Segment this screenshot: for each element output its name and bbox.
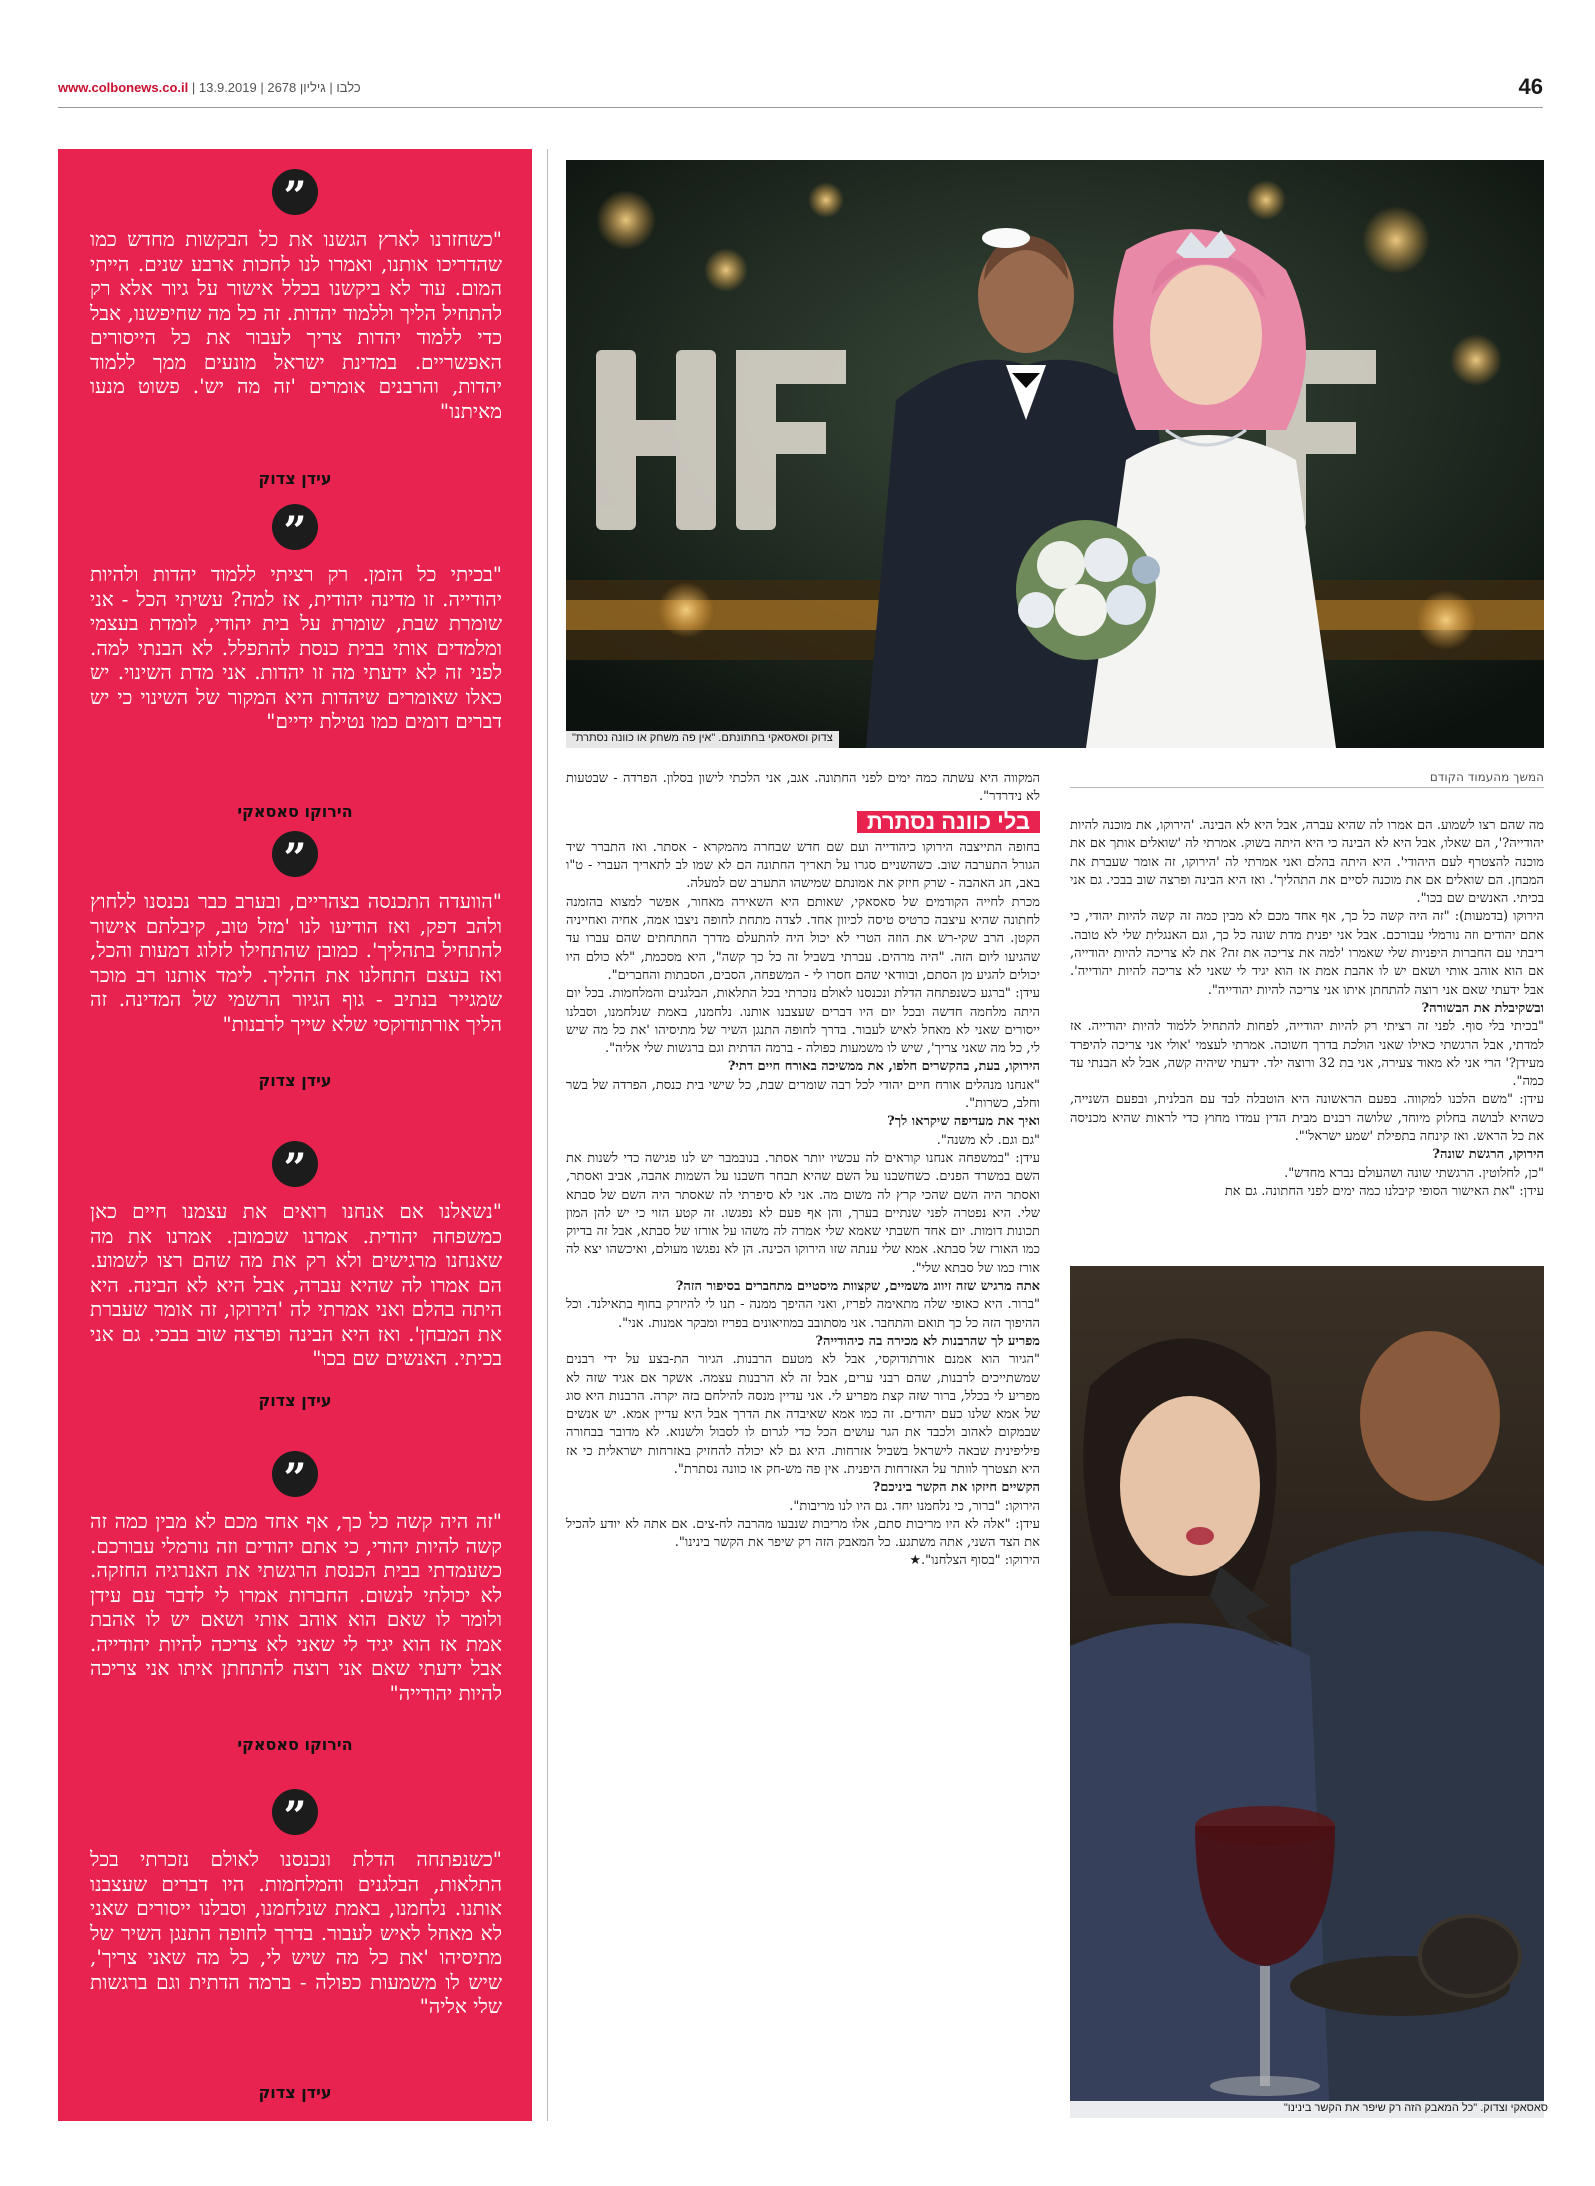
paragraph: הירוקו: "ברור, כי נלחמנו יחד. גם היו לנו מריבות".	[789, 1498, 1040, 1514]
page-header	[58, 74, 1543, 108]
paragraph: "בכיתי בלי סוף. לפני זה רציתי רק להיות יהודייה, לפחות להתחיל ללמוד להיות יהודייה. אז למדתי, אבל הרגשתי כאילו שאני הולכת בדרך חשוכה. אמרתי לעצמי 'אולי אני צריכה להיפרד מעידן?' הרי אני לא מאוד צעירה, אני בת 32 ורוצה ילד. ידעתי שיהיה קשה, אבל לא הבנתי עד כמה".	[1070, 1019, 1544, 1090]
wedding-photo-caption: צדוק וסאסאקי בחתונתם. "אין פה משחק או כוונה נסתרת"	[566, 731, 839, 749]
quote-mark-icon: ”	[272, 169, 318, 215]
paragraph: עידן: "ברגע כשנפתחה הדלת ונכנסנו לאולם נזכרתי בכל התלאות, הבלגנים והמלחמות. בכל יום היתה מלחמה חדשה ובכל יום היו דברים שעצבנו אותנו. נלחמנו, באמת שנלחמנו, וסבלנו ייסורים שאני לא מאחל לאיש לעבור. בדרך לחופה התנגן השיר של מתיסיהו 'את כל מה שיש לי, כל מה שאני צריך', שיש לו משמעות כפולה - ברמה הדתית וגם ברגשות שלי אליה".	[566, 986, 1040, 1057]
page-number: 46	[1518, 74, 1543, 99]
quote-mark-icon: ”	[272, 504, 318, 550]
interview-question: ובשקיבלת את הבשורה?	[1421, 1000, 1544, 1016]
quote-mark-icon: ”	[272, 1789, 318, 1835]
quote-text: "כשחזרנו לארץ הגשנו את כל הבקשות מחדש כמו שהדריכו אותנו, ואמרו לנו לחכות ארבע שנים. הייתי המום. עוד לא ביקשנו בכלל אישור על גיור אלא רק להתחיל הליך וללמוד יהדות. זה כל מה שחיפשנו, אבל כדי ללמוד יהדות צריך לעבור את כל הייסורים האפשריים. במדינת ישראל מונעים ממך ללמוד יהדות, והרבנים אומרים 'זה מה יש'. פשוט מנעו מאיתנו"	[90, 227, 502, 423]
quotes-sidebar	[58, 149, 532, 2121]
quote-author: הירוקו סאסאקי	[237, 1735, 353, 1754]
interview-question: הירוקו, בעת, בהקשרים חלפו, את ממשיכה באורח חיים דתי?	[727, 1059, 1040, 1075]
paragraph: הירוקו: "בסוף הצלחנו".★	[909, 1553, 1040, 1569]
couple-dinner-photo-caption: סאסאקי וצדוק. "כל המאבק הזה רק שיפר את הקשר בינינו"	[1070, 2101, 1552, 2120]
header-divider	[58, 107, 1543, 108]
wedding-photo	[566, 160, 1544, 748]
paragraph: עידן: "משם הלכנו למקווה. בפעם הראשונה היא הוטבלה לבד עם הבלנית, ובפעם השנייה, כשהיא לבושה בחלוק מיוחד, שלושה רבנים מבית הדין עמדו מחוץ כדי לראות שהיא מכניסה את כל הראש. ואז קינחה בתפילת 'שמע ישראל'".	[1070, 1092, 1544, 1145]
quote-text: "נשאלנו אם אנחנו רואים את עצמנו חיים כאן כמשפחה יהודית. אמרנו שכמובן. אמרנו את מה שאנחנו מרגישים ולא רק את מה שהם רצו לשמוע. הם אמרו לה שהיא עברה, אבל היא לא הבינה. היא היתה בהלם ואני אמרתי לה 'הירוקו, זה אומר שעברת את המבחן'. ואז היא הבינה ופרצה שוב בבכי. גם אני בכיתי. האנשים שם בכו"	[90, 1199, 502, 1370]
quote-mark-icon: ”	[272, 1451, 318, 1497]
column-divider	[547, 149, 548, 2121]
masthead	[58, 80, 361, 95]
article-column-right	[1070, 817, 1544, 1257]
paragraph: בחופה התייצבה הירוקו כיהודייה ועם שם חדש שבחרה מהמקרא - אסתר. ואז התברר שיד הגורל התערבה שוב. כשהשניים סגרו על תאריך החתונה הם לא שמו לב לתאריך העברי - ט"ו באב, חג האהבה - שרק חיזק את אמונתם שמישהו התערב שם למעלה.	[566, 839, 1040, 892]
quote-text: "בכיתי כל הזמן. רק רציתי ללמוד יהדות ולהיות יהודייה. זו מדינה יהודית, אז למה? עשיתי הכל - אני שומרת שבת, שומרת על בית יהודי, לומדת בעצמי ומלמדים אותי בבית כנסת להתפלל. לא הבנתי למה. לפני זה לא ידעתי מה זו יהדות. אני מדת השינוי. יש כאלו שאומרים שיהדות היא המקור של השינוי כי יש דברים דומים כמו נטילת ידיים"	[90, 562, 502, 733]
continued-label: המשך מהעמוד הקודם	[1070, 770, 1544, 788]
interview-question: מפריע לך שהרבנות לא מכירה בה כיהודייה?	[815, 1333, 1040, 1349]
paragraph: "ברור. היא כאופי שלה מתאימה לפריז, ואני ההיפך ממנה - תנו לי להיזרק בחוף בתאילנד. וכל ההיפוך הזה כל כך תואם והתחבר. אני מסתובב במוזיאונים בפריז ומבקר אמנות. אני".	[566, 1297, 1040, 1331]
couple-dinner-photo	[1070, 1266, 1544, 2118]
article-column-middle	[566, 770, 1040, 2126]
quote-text: "כשנפתחה הדלת ונכנסנו לאולם נזכרתי בכל התלאות, הבלגנים והמלחמות. היו דברים שעצבנו אותנו. נלחמנו, באמת שנלחמנו, וסבלנו ייסורים שאני לא מאחל לאיש לעבור. בדרך לחופה התנגן השיר של מתיסיהו 'את כל מה שיש לי, כל מה שאני צריך', שיש לו משמעות כפולה - ברמה הדתית וגם ברגשות שלי אליה"	[90, 1847, 502, 2018]
paragraph: עידן: "במשפחה אנחנו קוראים לה עכשיו יותר אסתר. בנובמבר יש לנו פגישה כדי לשנות את השם במשרד הפנים. כשחשבנו על השם שהיא תבחר חשבנו על השמות אהבה, אביב ואסתר, ואסתר היה השם שהכי קרץ לה משום מה. אני לא סיפרתי לה שאסתר היה השם של סבתא שלי. היא נפטרה לפני שנתיים בערך, והן אף פעם לא נפגשו. זה קטע הזוי כי יש להן המון תכונות דומות. יום אחד חשבתי שאמא שלי אמרה לה משהו על אורזו של סבתא, אבל זה בדיוק כמו האורז של סבתא. אמא שלי ענתה שזו הירוקו הכינה. הן לא נפגשו מעולם, ואיכשהו יצא לה אורז כמו של סבתא שלי".	[566, 1150, 1040, 1276]
paragraph: "כן, לחלוטין. הרגשתי שונה ושהעולם נברא מחדש".	[1284, 1165, 1544, 1181]
paragraph: מה שהם רצו לשמוע. הם אמרו לה שהיא עברה, אבל היא לא הבינה. 'הירוקו, את מוכנה להיות יהודייה?', הם שאלו, אבל היא לא הבינה כי היא היתה בשוק. אמרתי לה 'שואלים אותך אם את מוכנה להצטרף לעם היהודי'. היא היתה בהלם ואני אמרתי לה 'הירוקו, זה אומר שעברת את המבחן. הם שואלים אם את מוכנה לסיים את התהליך'. ואז היא הבינה ופרצה שוב בבכי. גם אני בכיתי. האנשים שם בכו".	[1070, 818, 1544, 907]
issue-meta: | כלבו | גיליון 2678 | 13.9.2019	[191, 80, 361, 95]
paragraph: עידן: "את האישור הסופי קיבלנו כמה ימים לפני החתונה. גם את	[1224, 1183, 1544, 1199]
paragraph: "אנחנו מנהלים אורח חיים יהודי לכל רבה שומרים שבת, כל שישי בית כנסת, הפרדה של בשר וחלב, כשרות".	[566, 1077, 1040, 1112]
quote-mark-icon: ”	[272, 1141, 318, 1187]
interview-question: הקשיים חיזקו את הקשר ביניכם?	[872, 1480, 1040, 1496]
site-url[interactable]: www.colbonews.co.il	[58, 80, 189, 95]
interview-question: אתה מרגיש שזה זיווג משמיים, שקצוות מיסטיים מתחברים בסיפור הזה?	[675, 1279, 1040, 1295]
quote-author: עידן צדוק	[258, 469, 332, 488]
quote-author: עידן צדוק	[258, 1391, 332, 1410]
quote-mark-icon: ”	[272, 831, 318, 877]
interview-question: ואיך את מעדיפה שיקראו לך?	[887, 1114, 1040, 1130]
interview-question: הירוקו, הרגשת שונה?	[1432, 1147, 1544, 1163]
quote-author: הירוקו סאסאקי	[237, 802, 353, 821]
section-subheading: בלי כוונה נסתרת	[857, 811, 1040, 833]
quote-author: עידן צדוק	[258, 2083, 332, 2102]
quote-text: "הוועדה התכנסה בצהריים, ובערב כבר נכנסנו ללחוץ ולהב דפק, ואז הודיעו לנו 'מזל טוב, קיבלתם אישור להתחיל בתהליך'. כמובן שהתחילו לזלוג דמעות והכל, ואז בעצם התחלנו את ההליך. לימד אותנו רב מוכר שמגייר בנתיב - גוף הגיור הרשמי של המדינה. זה הליך אורתודוקסי שלא שייך לרבנות"	[90, 889, 502, 1036]
quote-text: "זה היה קשה כל כך, אף אחד מכם לא מבין כמה זה קשה להיות יהודי, כי אתם יהודים וזה נורמלי עבורכם. כשעמדתי בבית הכנסת הרגשתי את האנרגיה החזקה. לא יכולתי לנשום. החברות אמרו לי לדבר עם עידן ולומר לו שאם הוא אוהב אותי ושאם יש לו אהבת אמת אז הוא יגיד לי שאני לא צריכה להיות יהודייה. אבל ידעתי שאם אני רוצה להתחתן איתו אני צריכה להיות יהודייה"	[90, 1509, 502, 1705]
paragraph: "הגיור הוא אמנם אורתודוקסי, אבל לא מטעם הרבנות. הגיור הת-בצע על ידי רבנים שמשתייכים לרבנות, שהם רבני ערים, אבל זה לא הרבנות עצמה. אשקר אם אגיד שזה לא מפריע לי בכלל, ברור שזה קצת מפריע לי. אני עדיין מנסה להילחם בזה יקרה. הרבנות היא סוג של אמא שלנו כעם יהודים. זה כמו אמא שאיבדה את הדרך אבל היא עדיין אמא. יש אנשים שבמקום לאהוב ולכבד את הגר עושים הכל כדי לגרום לו לסבול ולשנוא. לא מדובר בבחורה פיליפינית שבאה לישראל בשביל אזרחות. היא גם לא יכולה להחזיק באזרחות ישראלית כי אז היא תצטרך לוותר על האזרחות היפנית. אין פה מש-חק או כוונה נסתרת".	[566, 1352, 1040, 1477]
paragraph: המקווה היא עשתה כמה ימים לפני החתונה. אגב, אני הלכתי לישון בסלון. הפרדה - שבטעות לא נידרדר".	[566, 771, 1040, 805]
paragraph: עידן: "אלה לא היו מריבות סתם, אלו מריבות שנבעו מהרבה לח-צים. אם אתה לא יודע להכיל את הצד השני, אתה משתגע. כל המאבק הזה רק שיפר את הקשר בינינו".	[566, 1516, 1040, 1551]
paragraph: מכרת לחייה הקודמים של סאסאקי, שאותם היא השאירה מאחור, אפשר למצוא בהזמנה לחתונה שהיא עיצבה כרטיס טיסה לכיוון אחד. לצדה מתחת לחופה ניצבו אמה, אחיה ואחייניה הקטן. הרב שקי-רש את הוזה הטרי לא יכול היה להתעלם מדרך החתחתים שהם עברו עד שהגיעו ליום הזה. "היה מרהים. עברתי בשביל זה כל כך קשה", היא מסכמת, "לא כולם היו יכולים להגיע מן הסתם, ובוודאי שהם חסרו לי - המשפחה, הסבים, הסבתות והחברים".	[566, 894, 1040, 983]
paragraph: הירוקו (בדמעות): "זה היה קשה כל כך, אף אחד מכם לא מבין כמה זה קשה להיות יהודי, כי אתם יהודים וזה נורמלי עבורכם. אבל אני יפנית מדת שונה כל כך, וגם האנגלית שלי לא טובה. ריבתי עם החברות היפניות שלי שאמרו 'למה את צריכה את זה? את לא צריכה להיות יהודייה, אם הוא אוהב אותי ושאם יש לו אהבת אמת אז הוא יגיד לי שאני לא צריכה להיות יהודייה'. אבל ידעתי שאם אני רוצה להתחתן איתו אני צריכה להיות יהודייה".	[1070, 909, 1544, 998]
quote-author: עידן צדוק	[258, 1071, 332, 1090]
paragraph: "גם וגם. לא משנה".	[936, 1132, 1040, 1148]
